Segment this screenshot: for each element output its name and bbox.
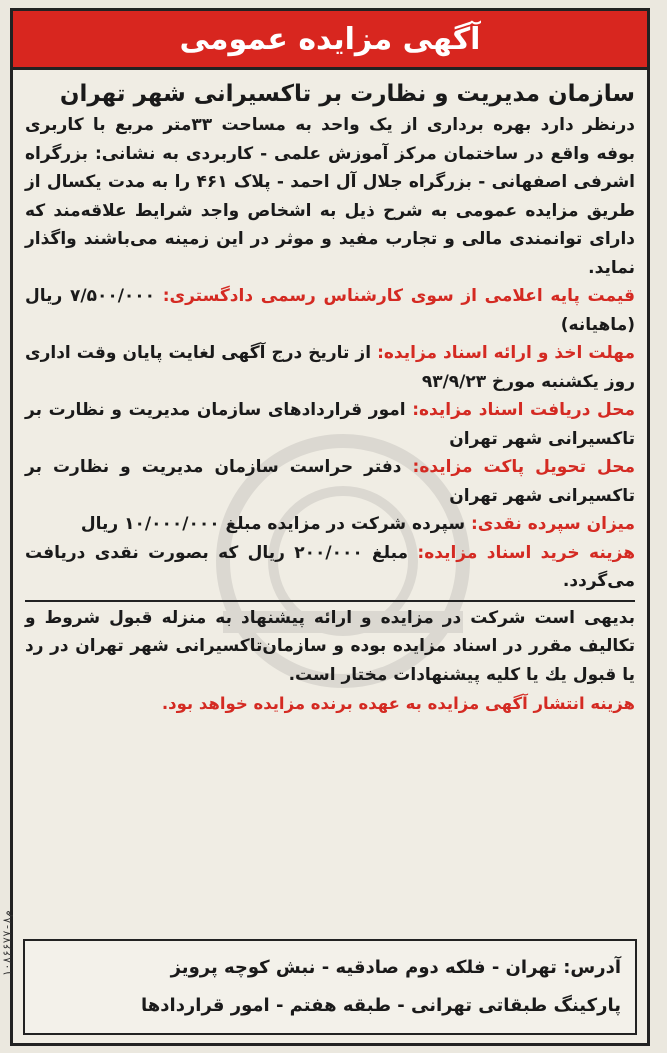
item-envelope-delivery [25, 453, 635, 510]
item-value: مبلغ ۲۰۰/۰۰۰ ریال که بصورت نقدی دریافت می‌گردد. [25, 542, 635, 591]
item-value: دفتر حراست سازمان مدیریت و نظارت بر تاکسیرانی شهر تهران [25, 457, 635, 506]
ad-body [25, 77, 635, 719]
item-value: از تاریخ درج آگهی لغایت پایان وقت اداری روز یکشنبه مورخ ۹۳/۹/۲۳ [25, 343, 635, 392]
item-deposit [25, 510, 635, 539]
item-label: هزینه خرید اسناد مزایده: [417, 542, 636, 563]
organization-name: سازمان مدیریت و نظارت بر تاکسیرانی شهر تهران [59, 81, 635, 107]
item-label: محل دریافت اسناد مزایده: [412, 400, 635, 420]
item-label: میزان سپرده نقدی: [470, 514, 635, 534]
title-banner [13, 11, 647, 70]
item-documents-location [25, 396, 635, 453]
item-label: محل تحویل پاکت مزایده: [412, 457, 635, 477]
item-base-price [25, 282, 635, 339]
address-line-1: آدرس: تهران - فلکه دوم صادقیه - نبش کوچه پرویز [170, 957, 621, 978]
side-code [0, 863, 18, 1023]
address-line-2: پارکینگ طبقاتی تهرانی - طبقه هفتم - امور قراردادها [141, 995, 621, 1016]
item-value: امور قراردادهای سازمان مدیریت و نظارت بر تاکسیرانی شهر تهران [25, 400, 635, 449]
item-label: مهلت اخذ و ارائه اسناد مزایده: [377, 343, 636, 363]
ad-frame [10, 8, 650, 1046]
intro-paragraph: درنظر دارد بهره برداری از یک واحد به مساحت ۳۳متر مربع با کاربری بوفه واقع در ساختمان مرکز آموزش علمی - کاربردی به نشانی: بزرگراه اشرفی اصفهانی - بزرگراه جلال آل احمد - پلاک ۴۶۱ را به مدت یکسال از طریق مزایده عمومی به شرح ذیل به اشخاص واجد شرایط علاقه‌مند که دارای توانمندی مالی و تجارب مفید و موثر در این زمینه می‌باشند واگذار نماید. [25, 115, 635, 278]
publication-cost-note: هزینه انتشار آگهی مزایده به عهده برنده مزایده خواهد بود. [161, 694, 635, 713]
side-code-text: ۱۰۸۶۶۷۷-۸م [0, 909, 14, 977]
item-value: ۷/۵۰۰/۰۰۰ ریال (ماهیانه) [25, 286, 635, 335]
address-box [23, 939, 637, 1035]
conditions-paragraph: بدیهی است شرکت در مزایده و ارائه پیشنهاد به منزله قبول شروط و تکالیف مقرر در اسناد مزایده بوده و سازمان‌تاکسیرانی شهر تهران در رد یا قبول یك یا کلیه پیشنهادات مختار است. [25, 607, 635, 685]
item-deadline [25, 339, 635, 396]
ad-title: آگهی مزایده عمومی [179, 21, 481, 57]
item-label: قیمت پایه اعلامی از سوی کارشناس رسمی دادگستری: [162, 286, 635, 306]
divider [25, 600, 635, 602]
item-value: سپرده شرکت در مزایده مبلغ ۱۰/۰۰۰/۰۰۰ ریال [80, 514, 466, 534]
item-document-fee [25, 539, 635, 596]
